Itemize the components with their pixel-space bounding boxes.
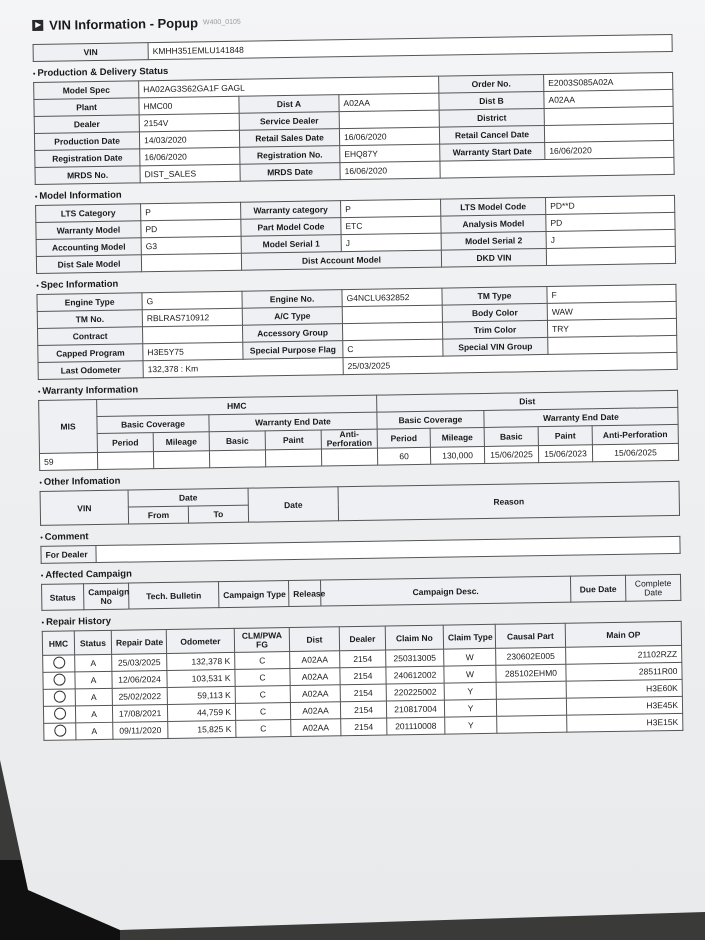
repair-causal-part bbox=[497, 715, 567, 733]
other-date2-header: Date bbox=[248, 487, 339, 522]
repair-main-op-header: Main OP bbox=[565, 621, 681, 647]
repair-causal-part bbox=[496, 698, 566, 716]
repair-date-header: Repair Date bbox=[111, 629, 166, 654]
vin-label: VIN bbox=[33, 43, 148, 62]
order-no-label: Order No. bbox=[439, 74, 544, 93]
dist-mileage-header: Mileage bbox=[430, 427, 484, 447]
campaign-section-title: • Affected Campaign bbox=[41, 560, 681, 581]
dist-basic-coverage-header: Basic Coverage bbox=[377, 410, 484, 429]
campaign-type-header: Campaign Type bbox=[219, 581, 289, 608]
screen-code: W400_0105 bbox=[202, 18, 241, 26]
mrds-no-label: MRDS No. bbox=[35, 166, 140, 185]
repair-main-op: 28511R00 bbox=[566, 662, 682, 681]
body-color-value[interactable]: WAW bbox=[547, 301, 676, 320]
repair-clm: C bbox=[235, 686, 290, 704]
dist-paint-header: Paint bbox=[538, 426, 592, 446]
repair-claim-no: 201110008 bbox=[387, 717, 445, 735]
registration-date-value[interactable]: 16/06/2020 bbox=[140, 147, 240, 166]
repair-claim-type: Y bbox=[445, 716, 497, 734]
accounting-model-label: Accounting Model bbox=[36, 238, 141, 257]
repair-dealer: 2154 bbox=[340, 667, 386, 685]
mrds-date-label: MRDS Date bbox=[240, 163, 340, 182]
accessory-group-label: Accessory Group bbox=[242, 324, 342, 343]
dist-anti-perforation-value: 15/06/2025 bbox=[592, 443, 678, 461]
campaign-table bbox=[41, 574, 681, 611]
dist-basic-value: 15/06/2025 bbox=[484, 446, 538, 464]
popup-icon bbox=[32, 19, 43, 30]
model-section-title: • Model Information bbox=[35, 181, 675, 202]
repair-clm: C bbox=[235, 652, 290, 670]
warranty-model-label: Warranty Model bbox=[36, 221, 141, 240]
hmc-header: HMC bbox=[97, 395, 377, 416]
repair-status-header: Status bbox=[74, 630, 111, 655]
due-date-header: Due Date bbox=[570, 575, 625, 602]
engine-no-label: Engine No. bbox=[242, 290, 342, 309]
accounting-model-value[interactable]: G3 bbox=[141, 236, 241, 255]
trim-color-value[interactable]: TRY bbox=[547, 318, 676, 337]
dist-period-value: 60 bbox=[377, 447, 430, 465]
last-odometer-date[interactable]: 25/03/2025 bbox=[343, 352, 677, 374]
model-serial-2-label: Model Serial 2 bbox=[441, 231, 546, 250]
retail-cancel-date-label: Retail Cancel Date bbox=[439, 125, 544, 144]
repair-status: A bbox=[75, 688, 112, 706]
trim-color-label: Trim Color bbox=[442, 320, 547, 339]
analysis-model-value[interactable]: PD bbox=[546, 212, 675, 231]
model-spec-value[interactable]: HA02AG3S62GA1F GAGL bbox=[139, 76, 439, 98]
mis-value: 59 bbox=[39, 453, 97, 471]
lts-model-code-label: LTS Model Code bbox=[441, 197, 546, 216]
repair-date: 25/03/2025 bbox=[112, 653, 167, 671]
repair-causal-part bbox=[496, 681, 566, 699]
capped-program-value[interactable]: H3E5Y75 bbox=[143, 342, 243, 361]
dealer-label: Dealer bbox=[34, 115, 139, 134]
last-odometer-label: Last Odometer bbox=[38, 361, 143, 380]
vin-popup bbox=[32, 0, 683, 741]
repair-section-title: • Repair History bbox=[42, 607, 682, 628]
campaign-desc-header: Campaign Desc. bbox=[320, 576, 570, 606]
model-table bbox=[35, 195, 676, 274]
hmc-period-value bbox=[97, 452, 153, 470]
release-header: Release bbox=[288, 580, 320, 606]
retail-cancel-date-value[interactable] bbox=[544, 123, 673, 142]
comment-section-title: • Comment bbox=[40, 522, 680, 543]
repair-odometer: 59,113 K bbox=[167, 686, 235, 704]
hmc-radio[interactable] bbox=[53, 708, 65, 720]
repair-dist: A02AA bbox=[291, 719, 341, 737]
dist-mileage-value: 130,000 bbox=[430, 446, 484, 464]
repair-date: 09/11/2020 bbox=[113, 721, 168, 739]
empty-cell bbox=[440, 157, 674, 178]
repair-dist: A02AA bbox=[290, 685, 340, 703]
repair-odometer-header: Odometer bbox=[166, 628, 234, 653]
spec-section-title: • Spec Information bbox=[36, 270, 676, 291]
other-from-header: From bbox=[128, 506, 188, 524]
dist-sale-model-label: Dist Sale Model bbox=[36, 255, 141, 274]
registration-no-label: Registration No. bbox=[240, 146, 340, 165]
part-model-code-label: Part Model Code bbox=[241, 218, 341, 237]
tm-type-label: TM Type bbox=[442, 286, 547, 305]
repair-date: 17/08/2021 bbox=[112, 704, 167, 722]
page-title: VIN Information - Popup bbox=[49, 14, 199, 33]
dealer-value[interactable]: 2154V bbox=[139, 113, 239, 132]
plant-label: Plant bbox=[34, 98, 139, 117]
warranty-category-label: Warranty category bbox=[241, 201, 341, 220]
hmc-basic-header: Basic bbox=[209, 431, 265, 451]
lts-category-label: LTS Category bbox=[36, 204, 141, 223]
dist-a-value[interactable]: A02AA bbox=[339, 93, 439, 112]
other-table bbox=[40, 481, 680, 526]
warranty-start-date-value[interactable]: 16/06/2020 bbox=[545, 140, 674, 159]
registration-no-value[interactable]: EHQ87Y bbox=[340, 144, 440, 163]
retail-sales-date-value[interactable]: 16/06/2020 bbox=[339, 127, 439, 146]
special-purpose-flag-value[interactable]: C bbox=[343, 339, 443, 358]
dist-anti-perforation-header: Anti-Perforation bbox=[592, 424, 678, 444]
warranty-start-date-label: Warranty Start Date bbox=[440, 142, 545, 161]
repair-status: A bbox=[75, 671, 112, 689]
warranty-category-value[interactable]: P bbox=[341, 199, 441, 218]
hmc-period-header: Period bbox=[97, 433, 153, 453]
dist-paint-value: 15/06/2023 bbox=[538, 445, 592, 463]
repair-dealer: 2154 bbox=[341, 718, 387, 736]
repair-odometer: 132,378 K bbox=[167, 652, 235, 670]
hmc-radio[interactable] bbox=[53, 657, 65, 669]
repair-clm: C bbox=[236, 720, 291, 738]
dist-account-model-label: Dist Account Model bbox=[241, 250, 441, 270]
other-vin-header: VIN bbox=[40, 490, 129, 525]
dist-period-header: Period bbox=[377, 428, 430, 448]
model-serial-1-value[interactable]: J bbox=[341, 233, 441, 252]
dist-basic-header: Basic bbox=[484, 427, 538, 447]
special-purpose-flag-label: Special Purpose Flag bbox=[243, 341, 343, 360]
production-section-title: • Production & Delivery Status bbox=[33, 58, 673, 79]
engine-type-value[interactable]: G bbox=[142, 291, 242, 310]
hmc-paint-header: Paint bbox=[265, 430, 321, 450]
hmc-basic-value bbox=[209, 450, 265, 468]
repair-odometer: 15,825 K bbox=[168, 720, 236, 738]
repair-claim-type-header: Claim Type bbox=[443, 624, 495, 649]
repair-main-op: 21102RZZ bbox=[566, 645, 682, 664]
campaign-no-header: Campaign No bbox=[84, 583, 129, 610]
repair-dealer: 2154 bbox=[340, 684, 386, 702]
repair-dist: A02AA bbox=[290, 702, 340, 720]
dkd-vin-value[interactable] bbox=[546, 246, 675, 265]
plant-value[interactable]: HMC00 bbox=[139, 96, 239, 115]
warranty-table bbox=[38, 390, 679, 471]
hmc-paint-value bbox=[265, 449, 321, 467]
other-date-header: Date bbox=[128, 488, 248, 507]
repair-dealer: 2154 bbox=[340, 701, 386, 719]
ac-type-value[interactable] bbox=[342, 305, 442, 324]
complete-date-header: Complete Date bbox=[625, 574, 680, 601]
hmc-radio[interactable] bbox=[53, 691, 65, 703]
special-vin-group-label: Special VIN Group bbox=[443, 337, 548, 356]
repair-table bbox=[42, 621, 684, 741]
mrds-no-value[interactable]: DIST_SALES bbox=[140, 164, 240, 183]
part-model-code-value[interactable]: ETC bbox=[341, 216, 441, 235]
repair-claim-no-header: Claim No bbox=[385, 625, 443, 650]
repair-odometer: 44,759 K bbox=[167, 703, 235, 721]
repair-claim-no: 210817004 bbox=[386, 700, 444, 718]
hmc-warranty-end-date-header: Warranty End Date bbox=[209, 412, 377, 432]
repair-claim-type: Y bbox=[444, 699, 496, 717]
contract-label: Contract bbox=[38, 327, 143, 346]
engine-no-value[interactable]: G4NCLU632852 bbox=[342, 288, 442, 307]
repair-claim-no: 250313005 bbox=[386, 649, 444, 667]
repair-hmc-header: HMC bbox=[42, 631, 74, 655]
model-spec-label: Model Spec bbox=[34, 81, 139, 100]
capped-program-label: Capped Program bbox=[38, 344, 143, 363]
hmc-radio[interactable] bbox=[54, 725, 66, 737]
repair-date: 25/02/2022 bbox=[112, 687, 167, 705]
tm-type-value[interactable]: F bbox=[547, 284, 676, 303]
engine-type-label: Engine Type bbox=[37, 293, 142, 312]
model-serial-2-value[interactable]: J bbox=[546, 229, 675, 248]
other-reason-header: Reason bbox=[338, 481, 679, 520]
other-section-title: • Other Infomation bbox=[39, 467, 679, 488]
repair-status: A bbox=[76, 722, 113, 740]
repair-causal-part: 285102EHM0 bbox=[496, 664, 566, 682]
repair-main-op: H3E60K bbox=[566, 679, 682, 698]
service-dealer-value[interactable] bbox=[339, 110, 439, 129]
repair-clm-header: CLM/PWA FG bbox=[234, 628, 289, 653]
warranty-section-title: • Warranty Information bbox=[38, 376, 678, 397]
repair-dealer: 2154 bbox=[340, 650, 386, 668]
service-dealer-label: Service Dealer bbox=[239, 112, 339, 131]
mis-header: MIS bbox=[39, 400, 98, 454]
for-dealer-label: For Dealer bbox=[41, 546, 96, 564]
repair-causal-part-header: Causal Part bbox=[495, 623, 565, 648]
repair-main-op: H3E45K bbox=[566, 696, 682, 715]
tm-no-label: TM No. bbox=[37, 310, 142, 329]
ac-type-label: A/C Type bbox=[242, 307, 342, 326]
dist-warranty-end-date-header: Warranty End Date bbox=[484, 407, 678, 427]
hmc-anti-perforation-value bbox=[321, 448, 377, 466]
repair-claim-no: 220225002 bbox=[386, 683, 444, 701]
tech-bulletin-header: Tech. Bulletin bbox=[129, 582, 219, 609]
last-odometer-value[interactable]: 132,378 : Km bbox=[143, 358, 343, 378]
dist-header: Dist bbox=[377, 390, 678, 412]
production-date-label: Production Date bbox=[34, 132, 139, 151]
vin-value[interactable]: KMHH351EMLU141848 bbox=[148, 34, 672, 59]
hmc-mileage-header: Mileage bbox=[153, 432, 209, 452]
district-value[interactable] bbox=[544, 106, 673, 125]
repair-clm: C bbox=[235, 669, 290, 687]
repair-claim-no: 240612002 bbox=[386, 666, 444, 684]
special-vin-group-value[interactable] bbox=[548, 335, 677, 354]
body-color-label: Body Color bbox=[442, 303, 547, 322]
hmc-anti-perforation-header: Anti-Perforation bbox=[321, 429, 377, 449]
repair-dealer-header: Dealer bbox=[339, 626, 385, 651]
repair-status: A bbox=[75, 705, 112, 723]
dist-b-label: Dist B bbox=[439, 91, 544, 110]
model-serial-1-label: Model Serial 1 bbox=[241, 235, 341, 254]
repair-clm: C bbox=[235, 703, 290, 721]
district-label: District bbox=[439, 108, 544, 127]
lts-category-value[interactable]: P bbox=[141, 202, 241, 221]
dist-a-label: Dist A bbox=[239, 95, 339, 114]
tm-no-value[interactable]: RBLRAS710912 bbox=[142, 308, 242, 327]
production-date-value[interactable]: 14/03/2020 bbox=[139, 130, 239, 149]
dist-sale-model-value[interactable] bbox=[141, 253, 241, 272]
spec-table bbox=[36, 284, 677, 380]
repair-dist-header: Dist bbox=[289, 627, 339, 652]
repair-claim-type: Y bbox=[444, 682, 496, 700]
repair-causal-part: 230602E005 bbox=[496, 647, 566, 665]
repair-odometer: 103,531 K bbox=[167, 669, 235, 687]
warranty-model-value[interactable]: PD bbox=[141, 219, 241, 238]
retail-sales-date-label: Retail Sales Date bbox=[239, 129, 339, 148]
repair-date: 12/06/2024 bbox=[112, 670, 167, 688]
mrds-date-value[interactable]: 16/06/2020 bbox=[340, 161, 440, 180]
accessory-group-value[interactable] bbox=[342, 322, 442, 341]
repair-claim-type: W bbox=[444, 665, 496, 683]
hmc-basic-coverage-header: Basic Coverage bbox=[97, 415, 209, 434]
hmc-radio[interactable] bbox=[53, 674, 65, 686]
repair-dist: A02AA bbox=[290, 668, 340, 686]
repair-dist: A02AA bbox=[290, 651, 340, 669]
hmc-mileage-value bbox=[153, 451, 209, 469]
campaign-status-header: Status bbox=[42, 584, 84, 611]
repair-main-op: H3E15K bbox=[567, 713, 683, 732]
dist-b-value[interactable]: A02AA bbox=[544, 89, 673, 108]
other-to-header: To bbox=[188, 505, 248, 523]
repair-status: A bbox=[75, 654, 112, 672]
production-table bbox=[33, 72, 675, 185]
lts-model-code-value[interactable]: PD**D bbox=[546, 195, 675, 214]
dkd-vin-label: DKD VIN bbox=[441, 248, 546, 267]
analysis-model-label: Analysis Model bbox=[441, 214, 546, 233]
contract-value[interactable] bbox=[142, 325, 242, 344]
repair-claim-type: W bbox=[444, 648, 496, 666]
registration-date-label: Registration Date bbox=[35, 149, 140, 168]
order-no-value[interactable]: E2003S085A02A bbox=[544, 72, 673, 91]
